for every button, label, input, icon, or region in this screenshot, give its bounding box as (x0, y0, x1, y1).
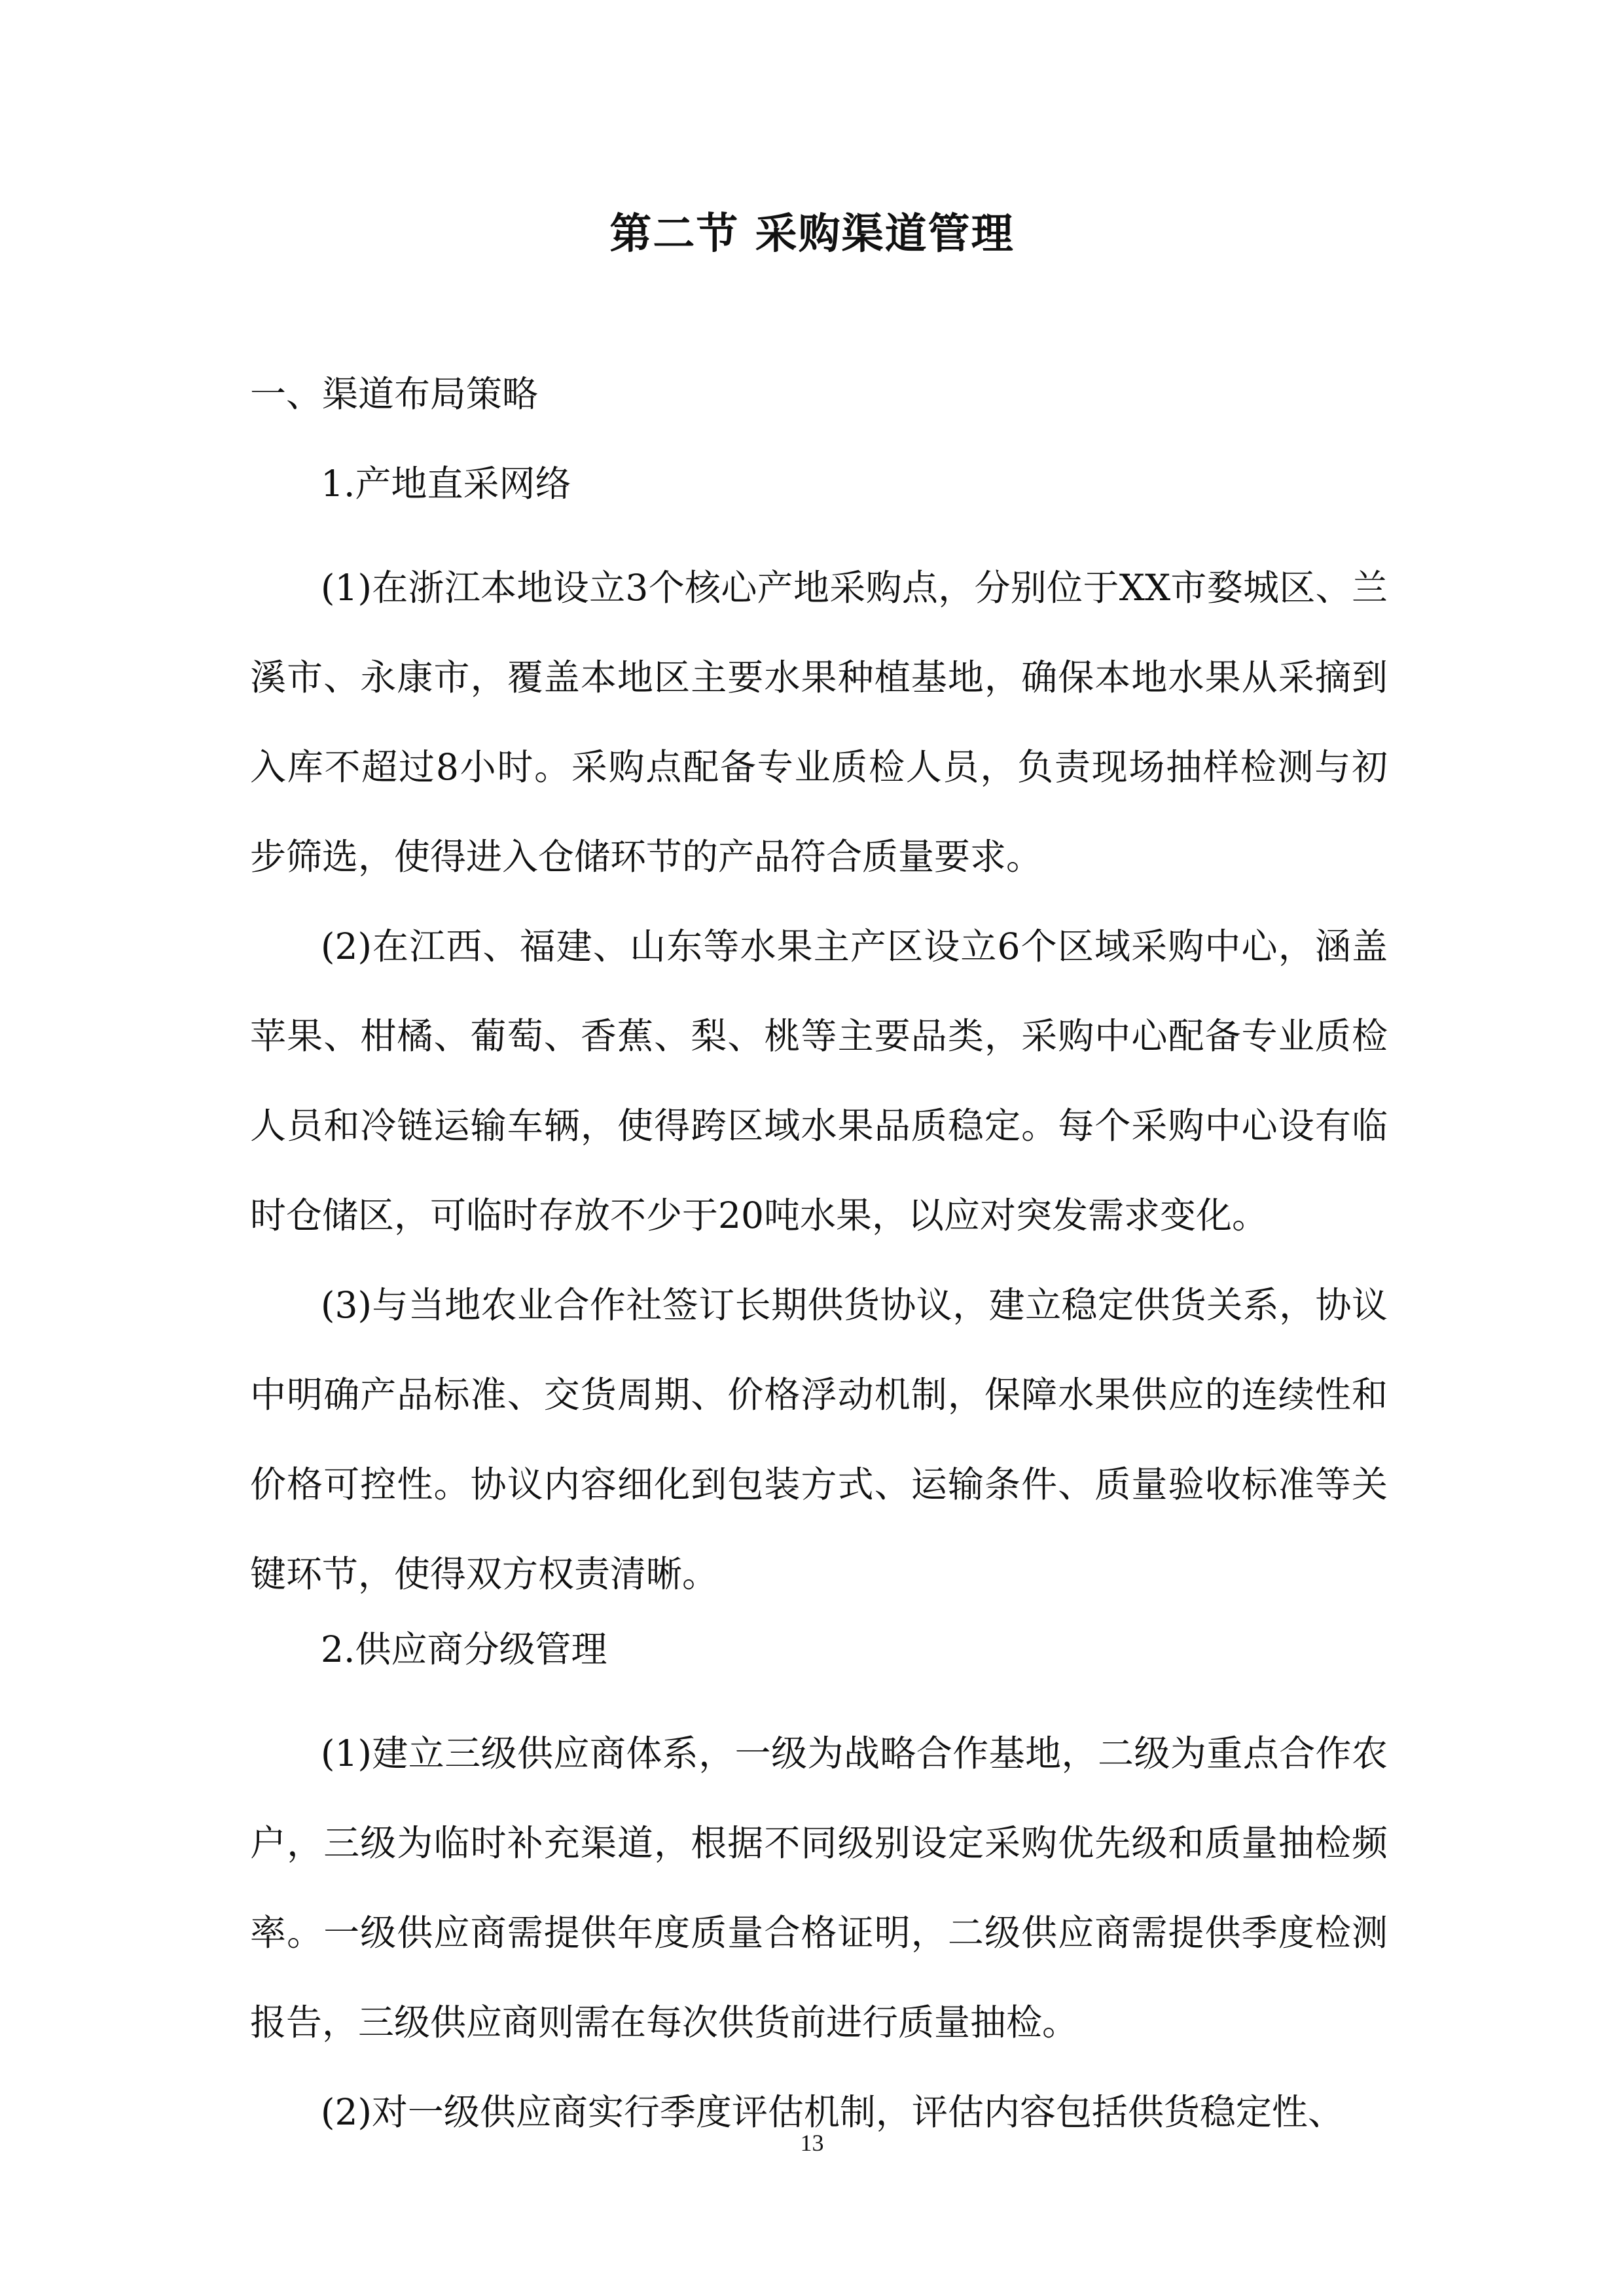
page-title: 第二节 采购渠道管理 (609, 210, 1015, 259)
subsection-heading: 2.供应商分级管理 (321, 1628, 607, 1670)
document-body (250, 364, 1388, 2157)
section-heading: 一、渠道布局策略 (250, 373, 539, 415)
page-number: 13 (800, 2130, 824, 2156)
subsection-heading: 1.产地直采网络 (321, 463, 571, 505)
paragraph: (2)对一级供应商实行季度评估机制，评估内容包括供货稳定性、 (321, 2091, 1344, 2133)
paragraph: (3)与当地农业合作社签订长期供货协议，建立稳定供货关系，协议中明确产品标准、交货周期、价格浮动机制，保障水果供应的连续性和价格可控性。协议内容细化到包装方式、运输条件、质量验收标准等关键环节，使得双方权责清晰。 (250, 1284, 1388, 1595)
paragraph: (2)在江西、福建、山东等水果主产区设立6个区域采购中心，涵盖苹果、柑橘、葡萄、香蕉、梨、桃等主要品类，采购中心配备专业质检人员和冷链运输车辆，使得跨区域水果品质稳定。每个采购中心设有临时仓储区，可临时存放不少于20吨水果，以应对突发需求变化。 (250, 925, 1388, 1236)
paragraph: (1)建立三级供应商体系，一级为战略合作基地，二级为重点合作农户，三级为临时补充渠道，根据不同级别设定采购优先级和质量抽检频率。一级供应商需提供年度质量合格证明，二级供应商需提供季度检测报告，三级供应商则需在每次供货前进行质量抽检。 (250, 1732, 1388, 2043)
paragraph: (1)在浙江本地设立3个核心产地采购点，分别位于XX市婺城区、兰溪市、永康市，覆盖本地区主要水果种植基地，确保本地水果从采摘到入库不超过8小时。采购点配备专业质检人员，负责现场抽样检测与初步筛选，使得进入仓储环节的产品符合质量要求。 (250, 567, 1388, 878)
